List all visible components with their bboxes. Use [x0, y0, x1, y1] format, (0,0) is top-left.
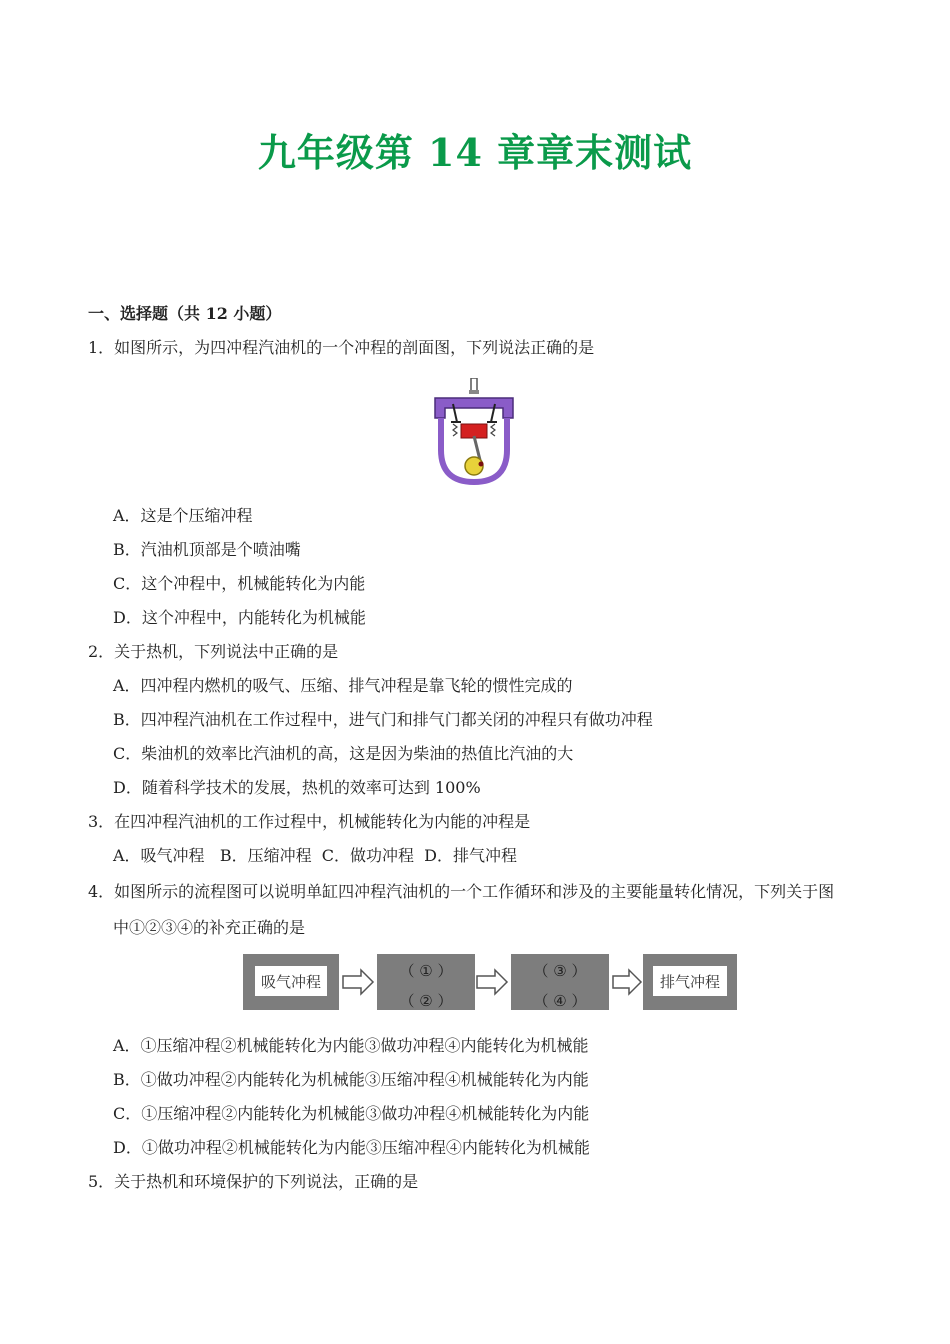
- question-2-stem: 2．关于热机，下列说法中正确的是: [88, 642, 339, 661]
- flow-label-1: （ ① ）: [399, 962, 453, 980]
- question-2-option-a: A．四冲程内燃机的吸气、压缩、排气冲程是靠飞轮的惯性完成的: [113, 676, 573, 695]
- question-3-options: A．吸气冲程 B．压缩冲程 C．做功冲程 D．排气冲程: [113, 846, 517, 865]
- question-4-option-c: C．①压缩冲程②内能转化为机械能③做功冲程④机械能转化为内能: [113, 1104, 590, 1123]
- engine-cycle-flowchart: [243, 952, 737, 1012]
- flow-label-intake: 吸气冲程: [260, 973, 322, 991]
- question-1-stem: 1．如图所示，为四冲程汽油机的一个冲程的剖面图，下列说法正确的是: [88, 338, 595, 357]
- question-2-option-d: D．随着科学技术的发展，热机的效率可达到 100%: [113, 778, 481, 797]
- question-5-stem: 5．关于热机和环境保护的下列说法，正确的是: [88, 1172, 419, 1191]
- question-4-stem-line-2: 中①②③④的补充正确的是: [113, 918, 306, 937]
- flow-arrow-1: [343, 970, 373, 994]
- question-1-option-a: A．这是个压缩冲程: [113, 506, 253, 525]
- question-3-stem: 3．在四冲程汽油机的工作过程中，机械能转化为内能的冲程是: [88, 812, 531, 831]
- question-1-option-d: D．这个冲程中，内能转化为机械能: [113, 608, 366, 627]
- flow-label-4: （ ④ ）: [533, 992, 587, 1010]
- question-4-stem-line-1: 4．如图所示的流程图可以说明单缸四冲程汽油机的一个工作循环和涉及的主要能量转化情况，下列关于图: [88, 882, 835, 901]
- flow-label-2: （ ② ）: [399, 992, 453, 1010]
- question-2-option-c: C．柴油机的效率比汽油机的高，这是因为柴油的热值比汽油的大: [113, 744, 574, 763]
- flow-label-3: （ ③ ）: [533, 962, 587, 980]
- question-4-option-b: B．①做功冲程②内能转化为机械能③压缩冲程④机械能转化为内能: [113, 1070, 589, 1089]
- flow-arrow-2: [477, 970, 507, 994]
- section-heading: 一、选择题（共 12 小题）: [88, 304, 282, 323]
- flow-arrow-3: [613, 970, 641, 994]
- question-2-option-b: B．四冲程汽油机在工作过程中，进气门和排气门都关闭的冲程只有做功冲程: [113, 710, 653, 729]
- question-4-option-a: A．①压缩冲程②机械能转化为内能③做功冲程④内能转化为机械能: [113, 1036, 589, 1055]
- page-title: 九年级第 14 章章末测试: [257, 130, 693, 175]
- engine-cross-section-diagram: [433, 378, 515, 486]
- question-4-option-d: D．①做功冲程②机械能转化为内能③压缩冲程④内能转化为机械能: [113, 1138, 590, 1157]
- question-1-option-c: C．这个冲程中，机械能转化为内能: [113, 574, 366, 593]
- flow-label-exhaust: 排气冲程: [659, 973, 721, 991]
- question-1-option-b: B．汽油机顶部是个喷油嘴: [113, 540, 301, 559]
